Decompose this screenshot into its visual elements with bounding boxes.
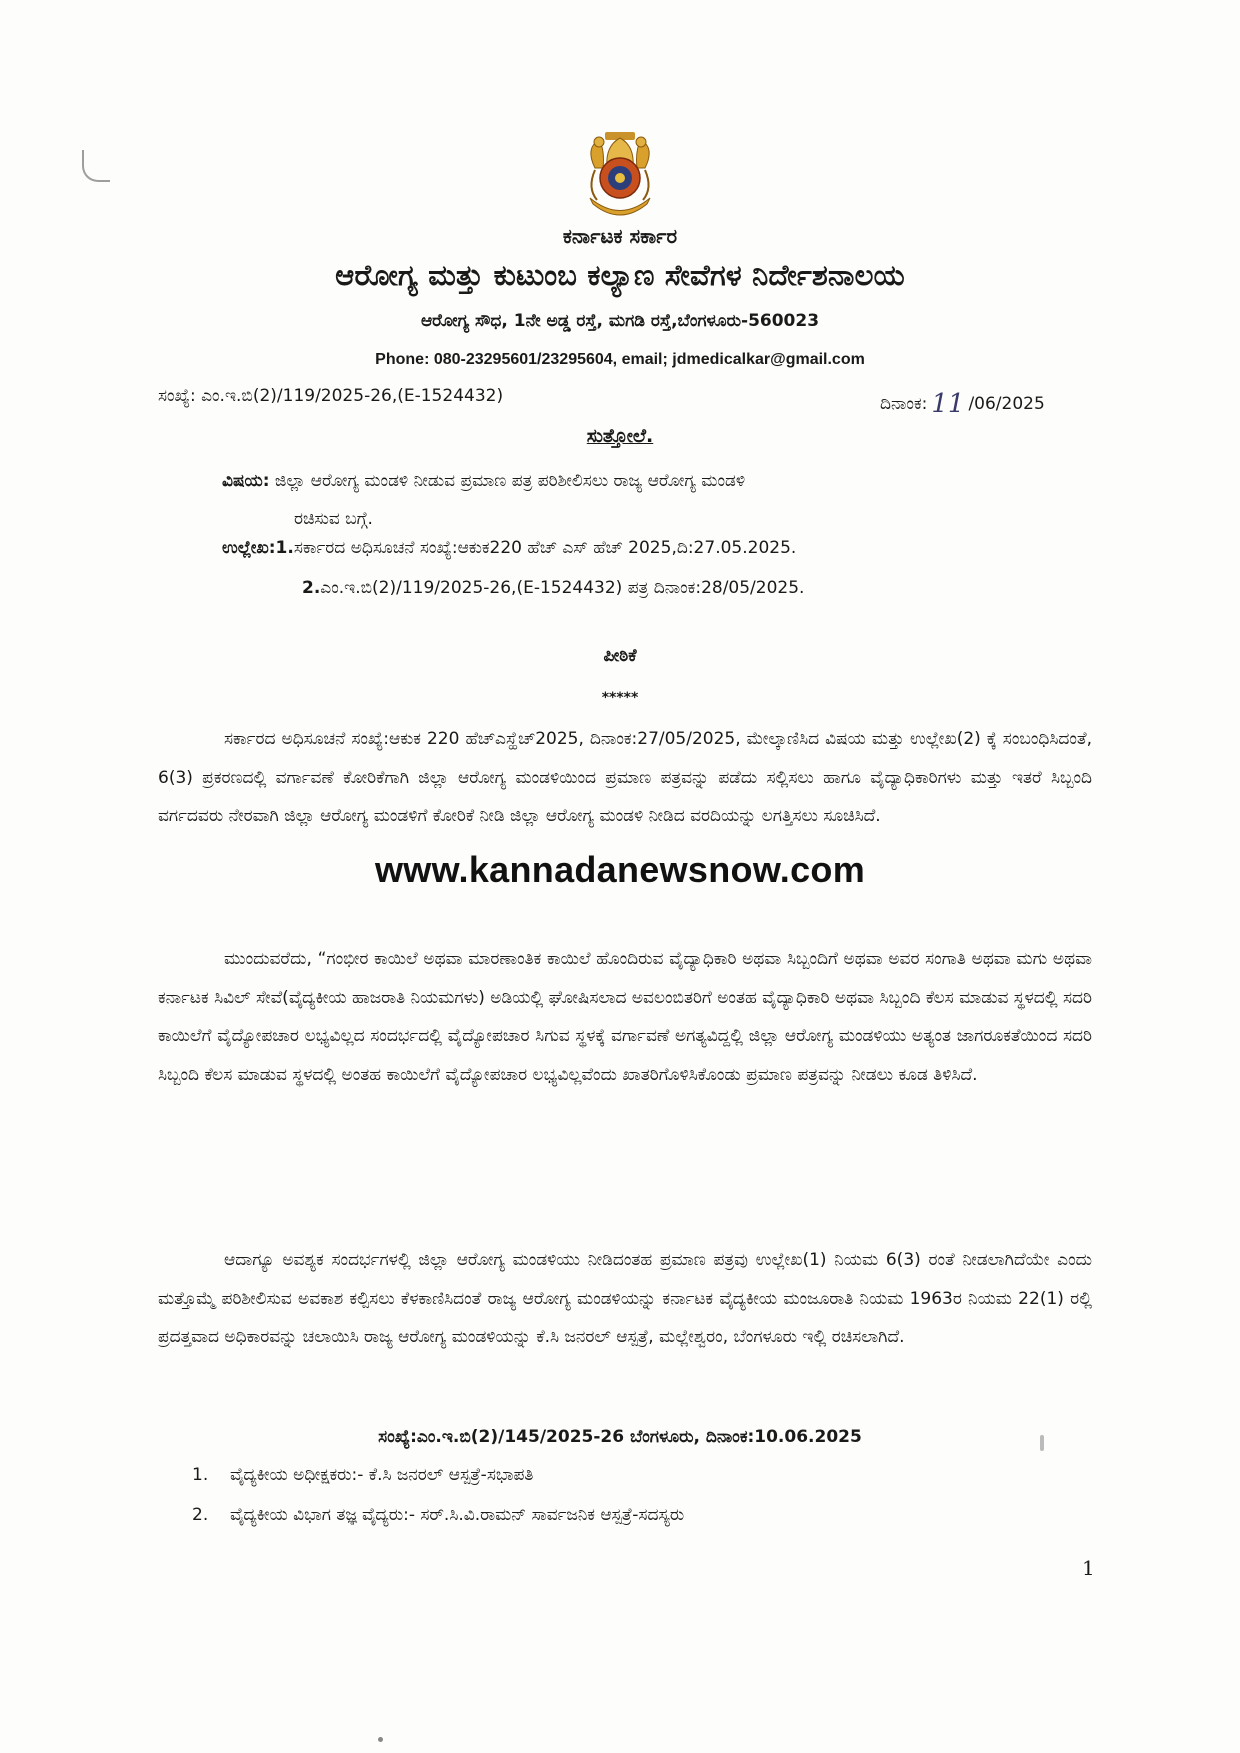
separator-stars: *****: [601, 690, 639, 706]
contact-line: Phone: 080-23295601/23295604, email; jdmedicalkar@gmail.com: [375, 351, 865, 368]
list-item-number: 1.: [192, 1465, 209, 1485]
order-line: ಸಂಖ್ಯೆ:ಎಂ.ಇ.ಬಿ(2)/145/2025-26 ಬೆಂಗಳೂರು, ದಿನಾಂಕ:10.06.2025: [378, 1427, 862, 1447]
watermark: www.kannadanewsnow.com: [374, 849, 866, 890]
subject-label: ವಿಷಯ:: [222, 471, 270, 491]
subject-text-continued: ರಚಿಸುವ ಬಗ್ಗೆ.: [294, 509, 373, 529]
list-item-text: ವೈದ್ಯಕೀಯ ವಿಭಾಗ ತಜ್ಞ ವೈದ್ಯರು:- ಸರ್.ಸಿ.ವಿ.ರಾಮನ್ ಸಾರ್ವಜನಿಕ ಆಸ್ಪತ್ರೆ-ಸದಸ್ಯರು: [230, 1505, 685, 1525]
reference-label: ಉಲ್ಲೇಖ:: [222, 538, 276, 558]
paragraph-2: [158, 940, 1092, 1094]
date-label: ದಿನಾಂಕ:: [880, 394, 928, 414]
subject-text: ಜಿಲ್ಲಾ ಆರೋಗ್ಯ ಮಂಡಳಿ ನೀಡುವ ಪ್ರಮಾಣ ಪತ್ರ ಪರಿಶೀಲಿಸಲು ರಾಜ್ಯ ಆರೋಗ್ಯ ಮಂಡಳಿ: [269, 471, 746, 491]
date-day-handwritten: 11: [931, 389, 965, 419]
subject-block: [222, 462, 1022, 538]
list-item-number: 2.: [192, 1505, 209, 1525]
list-item-text: ವೈದ್ಯಕೀಯ ಅಧೀಕ್ಷಕರು:- ಕೆ.ಸಿ ಜನರಲ್ ಆಸ್ಪತ್ರೆ-ಸಭಾಪತಿ: [230, 1465, 534, 1485]
list-item: [192, 1505, 684, 1525]
preamble-heading: ಪೀಠಿಕೆ: [603, 646, 637, 666]
reference-number: ಸಂಖ್ಯೆ: ಎಂ.ಇ.ಬಿ(2)/119/2025-26,(E-1524432): [158, 386, 504, 406]
paragraph-3: [158, 1241, 1092, 1357]
scan-dot: [378, 1737, 383, 1742]
reference-2-text: ಎಂ.ಇ.ಬಿ(2)/119/2025-26,(E-1524432) ಪತ್ರ ದಿನಾಂಕ:28/05/2025.: [320, 578, 805, 598]
reference-2: [302, 578, 804, 598]
karnataka-emblem-icon: [565, 128, 675, 223]
reference-1-number: 1.: [275, 538, 294, 558]
department-address: ಆರೋಗ್ಯ ಸೌಧ, 1ನೇ ಅಡ್ಡ ರಸ್ತೆ, ಮಗಡಿ ರಸ್ತೆ,ಬೆಂಗಳೂರು-560023: [420, 311, 820, 331]
government-name: ಕರ್ನಾಟಕ ಸರ್ಕಾರ: [562, 224, 678, 248]
date-line: [880, 386, 1045, 419]
paragraph-1-text: ಸರ್ಕಾರದ ಅಧಿಸೂಚನೆ ಸಂಖ್ಯೆ:ಆಕುಕ 220 ಹೆಚ್ಎಸ್ಹೆಚ್2025, ದಿನಾಂಕ:27/05/2025, ಮೇಲ್ಕಾಣಿಸಿದ ವಿಷಯ ಮತ್ತು ಉಲ್ಲೇಖ(2) ಕ್ಕೆ ಸಂಬಂಧಿಸಿದಂತೆ, 6(3) ಪ್ರಕರಣದಲ್ಲಿ ವರ್ಗಾವಣೆ ಕೋರಿಕೆಗಾಗಿ ಜಿಲ್ಲಾ ಆರೋಗ್ಯ ಮಂಡಳಿಯಿಂದ ಪ್ರಮಾಣ ಪತ್ರವನ್ನು ಪಡೆದು ಸಲ್ಲಿಸಲು ಹಾಗೂ ವೈದ್ಯಾಧಿಕಾರಿಗಳು ಮತ್ತು ಇತರೆ ಸಿಬ್ಬಂದಿ ವರ್ಗದವರು ನೇರವಾಗಿ ಜಿಲ್ಲಾ ಆರೋಗ್ಯ ಮಂಡಳಿಗೆ ಕೋರಿಕೆ ನೀಡಿ ಜಿಲ್ಲಾ ಆರೋಗ್ಯ ಮಂಡಳಿ ನೀಡಿದ ವರದಿಯನ್ನು ಲಗತ್ತಿಸಲು ಸೂಚಿಸಿದೆ.: [158, 729, 1092, 826]
paragraph-1: [158, 720, 1092, 836]
paragraph-2-text: ಮುಂದುವರೆದು, “ಗಂಭೀರ ಕಾಯಿಲೆ ಅಥವಾ ಮಾರಣಾಂತಿಕ ಕಾಯಿಲೆ ಹೊಂದಿರುವ ವೈದ್ಯಾಧಿಕಾರಿ ಅಥವಾ ಸಿಬ್ಬಂದಿಗೆ ಅಥವಾ ಅವರ ಸಂಗಾತಿ ಅಥವಾ ಮಗು ಅಥವಾ ಕರ್ನಾಟಕ ಸಿವಿಲ್ ಸೇವೆ(ವೈದ್ಯಕೀಯ ಹಾಜರಾತಿ ನಿಯಮಗಳು) ಅಡಿಯಲ್ಲಿ ಘೋಷಿಸಲಾದ ಅವಲಂಬಿತರಿಗೆ ಅಂತಹ ವೈದ್ಯಾಧಿಕಾರಿ ಅಥವಾ ಸಿಬ್ಬಂದಿ ಕೆಲಸ ಮಾಡುವ ಸ್ಥಳದಲ್ಲಿ ಸದರಿ ಕಾಯಿಲೆಗೆ ವೈದ್ಯೋಪಚಾರ ಲಭ್ಯವಿಲ್ಲದ ಸಂದರ್ಭದಲ್ಲಿ ವೈದ್ಯೋಪಚಾರ ಸಿಗುವ ಸ್ಥಳಕ್ಕೆ ವರ್ಗಾವಣೆ ಅಗತ್ಯವಿದ್ದಲ್ಲಿ ಜಿಲ್ಲಾ ಆರೋಗ್ಯ ಮಂಡಳಿಯು ಅತ್ಯಂತ ಜಾಗರೂಕತೆಯಿಂದ ಸದರಿ ಸಿಬ್ಬಂದಿ ಕೆಲಸ ಮಾಡುವ ಸ್ಥಳದಲ್ಲಿ ಅಂತಹ ಕಾಯಿಲೆಗೆ ವೈದ್ಯೋಪಚಾರ ಲಭ್ಯವಿಲ್ಲವೆಂದು ಖಾತರಿಗೊಳಿಸಿಕೊಂಡು ಪ್ರಮಾಣ ಪತ್ರವನ್ನು ನೀಡಲು ಕೂಡ ತಿಳಿಸಿದೆ.: [158, 949, 1092, 1085]
pen-mark: [82, 150, 110, 182]
paragraph-3-text: ಆದಾಗ್ಯೂ ಅವಶ್ಯಕ ಸಂದರ್ಭಗಳಲ್ಲಿ ಜಿಲ್ಲಾ ಆರೋಗ್ಯ ಮಂಡಳಿಯು ನೀಡಿದಂತಹ ಪ್ರಮಾಣ ಪತ್ರವು ಉಲ್ಲೇಖ(1) ನಿಯಮ 6(3) ರಂತೆ ನೀಡಲಾಗಿದೆಯೇ ಎಂದು ಮತ್ತೊಮ್ಮೆ ಪರಿಶೀಲಿಸುವ ಅವಕಾಶ ಕಲ್ಪಿಸಲು ಕೆಳಕಾಣಿಸಿದಂತೆ ರಾಜ್ಯ ಆರೋಗ್ಯ ಮಂಡಳಿಯನ್ನು ಕರ್ನಾಟಕ ವೈದ್ಯಕೀಯ ಮಂಜೂರಾತಿ ನಿಯಮ 1963ರ ನಿಯಮ 22(1) ರಲ್ಲಿ ಪ್ರದತ್ತವಾದ ಅಧಿಕಾರವನ್ನು ಚಲಾಯಿಸಿ ರಾಜ್ಯ ಆರೋಗ್ಯ ಮಂಡಳಿಯನ್ನು ಕೆ.ಸಿ ಜನರಲ್ ಆಸ್ಪತ್ರೆ, ಮಲ್ಲೇಶ್ವರಂ, ಬೆಂಗಳೂರು ಇಲ್ಲಿ ರಚಿಸಲಾಗಿದೆ.: [158, 1250, 1092, 1347]
page-number: 1: [1082, 1556, 1095, 1580]
department-title: ಆರೋಗ್ಯ ಮತ್ತು ಕುಟುಂಬ ಕಲ್ಯಾಣ ಸೇವೆಗಳ ನಿರ್ದೇಶನಾಲಯ: [335, 258, 905, 292]
list-item: [192, 1465, 533, 1485]
reference-1-text: ಸರ್ಕಾರದ ಅಧಿಸೂಚನೆ ಸಂಖ್ಯೆ:ಆಕುಕ220 ಹೆಚ್ ಎಸ್ ಹೆಚ್ 2025,ದಿ:27.05.2025.: [293, 538, 797, 558]
reference-2-number: 2.: [302, 578, 321, 598]
circular-heading: ಸುತ್ತೋಲೆ.: [586, 425, 654, 447]
reference-1: [222, 538, 796, 558]
date-rest: /06/2025: [968, 394, 1045, 414]
